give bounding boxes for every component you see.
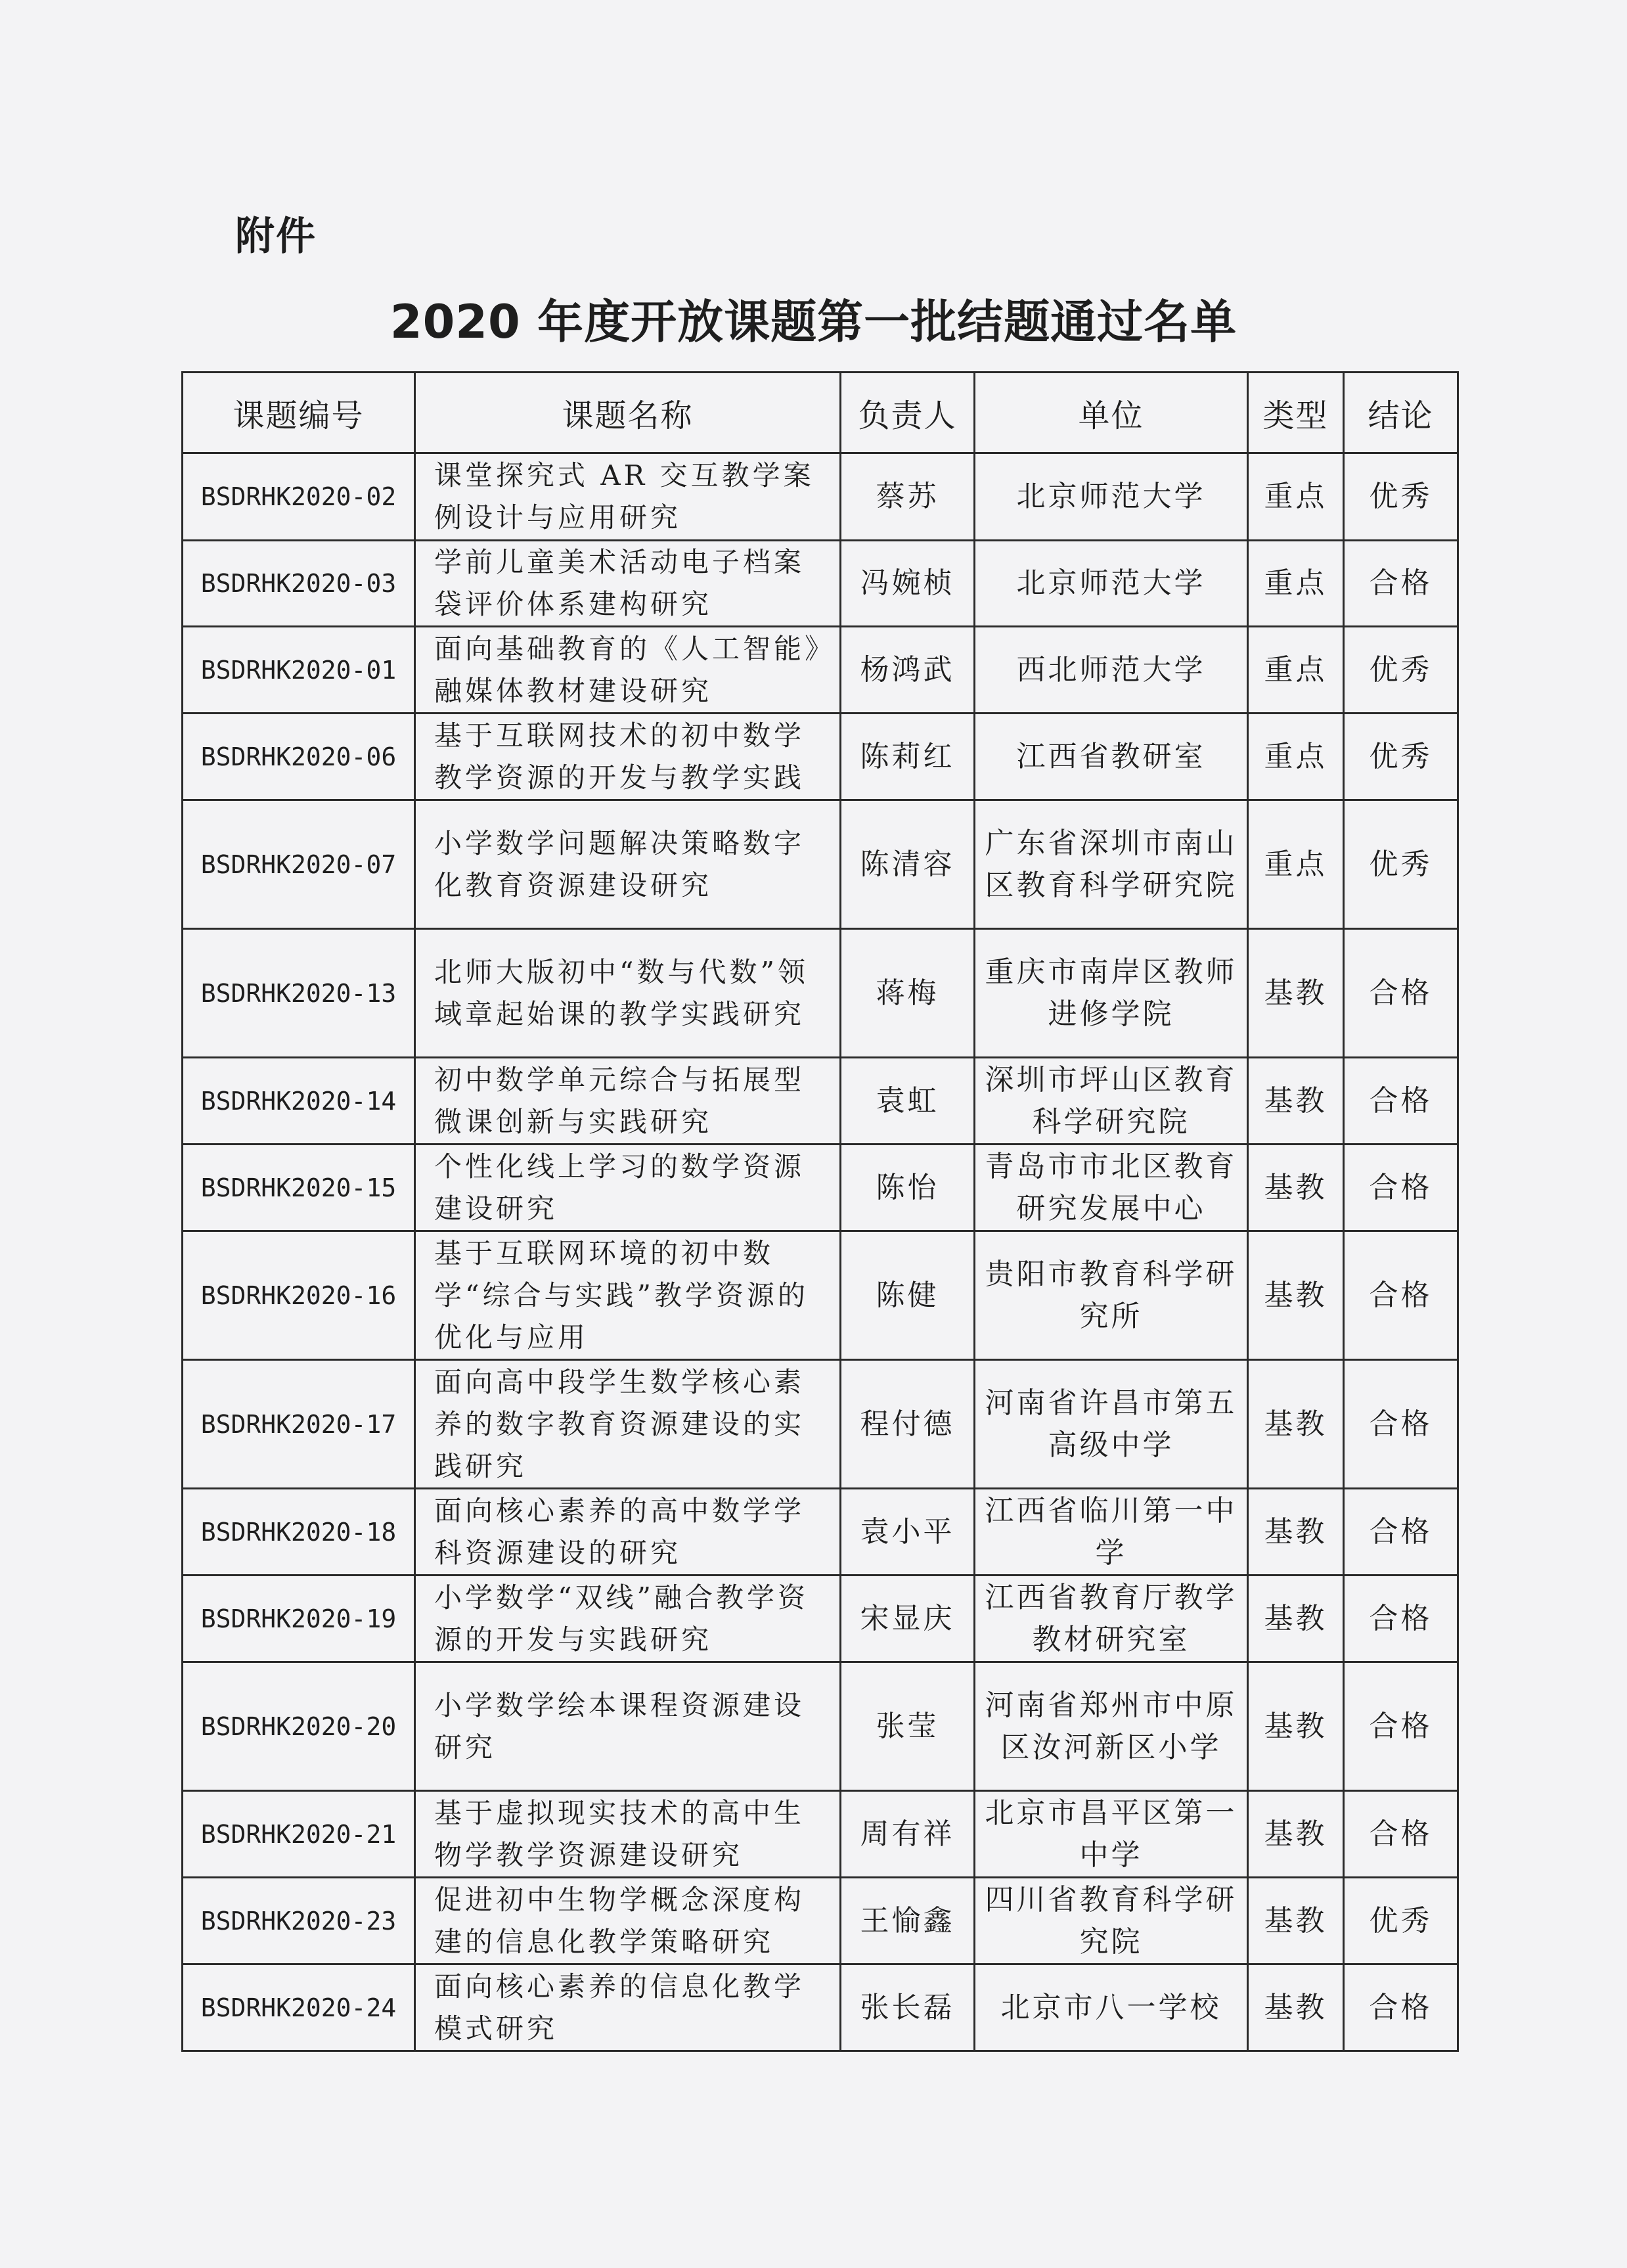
unit-cell: 重庆市南岸区教师进修学院 (975, 929, 1248, 1058)
type-cell: 基教 (1248, 1145, 1344, 1231)
project-id-cell: BSDRHK2020-18 (183, 1489, 415, 1576)
table-row (183, 1489, 1458, 1576)
header-unit: 单位 (975, 373, 1248, 453)
project-name-cell: 面向核心素养的信息化教学模式研究 (415, 1964, 841, 2051)
table-row (183, 1878, 1458, 1964)
table-header-row (183, 373, 1458, 453)
project-id-cell: BSDRHK2020-03 (183, 541, 415, 627)
unit-cell: 北京师范大学 (975, 541, 1248, 627)
lead-cell: 王愉鑫 (841, 1878, 975, 1964)
header-result: 结论 (1344, 373, 1458, 453)
type-cell: 重点 (1248, 541, 1344, 627)
project-name-cell: 小学数学绘本课程资源建设研究 (415, 1662, 841, 1791)
lead-cell: 陈怡 (841, 1145, 975, 1231)
unit-cell: 四川省教育科学研究院 (975, 1878, 1248, 1964)
project-id-cell: BSDRHK2020-06 (183, 714, 415, 800)
table-row (183, 929, 1458, 1058)
project-name-cell: 面向高中段学生数学核心素养的数字教育资源建设的实践研究 (415, 1360, 841, 1489)
unit-cell: 河南省许昌市第五高级中学 (975, 1360, 1248, 1489)
table-row (183, 541, 1458, 627)
project-id-cell: BSDRHK2020-16 (183, 1231, 415, 1360)
project-id-cell: BSDRHK2020-13 (183, 929, 415, 1058)
lead-cell: 周有祥 (841, 1791, 975, 1878)
header-project-name: 课题名称 (415, 373, 841, 453)
project-name-cell: 初中数学单元综合与拓展型微课创新与实践研究 (415, 1058, 841, 1145)
project-name-cell: 促进初中生物学概念深度构建的信息化教学策略研究 (415, 1878, 841, 1964)
table-row (183, 627, 1458, 714)
table-body (183, 453, 1458, 2051)
project-name-cell: 北师大版初中“数与代数”领域章起始课的教学实践研究 (415, 929, 841, 1058)
project-id-cell: BSDRHK2020-01 (183, 627, 415, 714)
result-cell: 合格 (1344, 929, 1458, 1058)
document-title: 2020 年度开放课题第一批结题通过名单 (390, 295, 1237, 349)
type-cell: 重点 (1248, 453, 1344, 541)
project-id-cell: BSDRHK2020-20 (183, 1662, 415, 1791)
type-cell: 基教 (1248, 1231, 1344, 1360)
unit-cell: 江西省教育厅教学教材研究室 (975, 1576, 1248, 1662)
result-cell: 优秀 (1344, 714, 1458, 800)
type-cell: 重点 (1248, 714, 1344, 800)
project-id-cell: BSDRHK2020-21 (183, 1791, 415, 1878)
unit-cell: 深圳市坪山区教育科学研究院 (975, 1058, 1248, 1145)
result-cell: 合格 (1344, 1145, 1458, 1231)
type-cell: 基教 (1248, 929, 1344, 1058)
results-table (181, 371, 1459, 2052)
unit-cell: 北京市昌平区第一中学 (975, 1791, 1248, 1878)
table-row (183, 1231, 1458, 1360)
project-id-cell: BSDRHK2020-15 (183, 1145, 415, 1231)
unit-cell: 江西省教研室 (975, 714, 1248, 800)
unit-cell: 西北师范大学 (975, 627, 1248, 714)
project-name-cell: 基于互联网技术的初中数学教学资源的开发与教学实践 (415, 714, 841, 800)
project-id-cell: BSDRHK2020-17 (183, 1360, 415, 1489)
lead-cell: 程付德 (841, 1360, 975, 1489)
type-cell: 基教 (1248, 1791, 1344, 1878)
lead-cell: 张长磊 (841, 1964, 975, 2051)
project-name-cell: 基于互联网环境的初中数学“综合与实践”教学资源的优化与应用 (415, 1231, 841, 1360)
unit-cell: 河南省郑州市中原区汝河新区小学 (975, 1662, 1248, 1791)
result-cell: 优秀 (1344, 453, 1458, 541)
header-type: 类型 (1248, 373, 1344, 453)
table-row (183, 1576, 1458, 1662)
table-row (183, 453, 1458, 541)
result-cell: 优秀 (1344, 1878, 1458, 1964)
table-row (183, 800, 1458, 929)
result-cell: 合格 (1344, 1231, 1458, 1360)
header-project-id: 课题编号 (183, 373, 415, 453)
unit-cell: 北京师范大学 (975, 453, 1248, 541)
project-id-cell: BSDRHK2020-23 (183, 1878, 415, 1964)
result-cell: 合格 (1344, 1489, 1458, 1576)
result-cell: 合格 (1344, 1964, 1458, 2051)
lead-cell: 陈清容 (841, 800, 975, 929)
result-cell: 合格 (1344, 1360, 1458, 1489)
type-cell: 基教 (1248, 1058, 1344, 1145)
project-name-cell: 面向基础教育的《人工智能》融媒体教材建设研究 (415, 627, 841, 714)
unit-cell: 北京市八一学校 (975, 1964, 1248, 2051)
lead-cell: 陈健 (841, 1231, 975, 1360)
result-cell: 优秀 (1344, 627, 1458, 714)
lead-cell: 袁小平 (841, 1489, 975, 1576)
table-row (183, 1058, 1458, 1145)
result-cell: 合格 (1344, 1576, 1458, 1662)
project-name-cell: 面向核心素养的高中数学学科资源建设的研究 (415, 1489, 841, 1576)
type-cell: 基教 (1248, 1878, 1344, 1964)
result-cell: 合格 (1344, 541, 1458, 627)
project-id-cell: BSDRHK2020-02 (183, 453, 415, 541)
project-id-cell: BSDRHK2020-14 (183, 1058, 415, 1145)
lead-cell: 蔡苏 (841, 453, 975, 541)
project-name-cell: 个性化线上学习的数学资源建设研究 (415, 1145, 841, 1231)
project-id-cell: BSDRHK2020-07 (183, 800, 415, 929)
unit-cell: 广东省深圳市南山区教育科学研究院 (975, 800, 1248, 929)
unit-cell: 贵阳市教育科学研究所 (975, 1231, 1248, 1360)
lead-cell: 冯婉桢 (841, 541, 975, 627)
type-cell: 基教 (1248, 1576, 1344, 1662)
type-cell: 重点 (1248, 800, 1344, 929)
lead-cell: 蒋梅 (841, 929, 975, 1058)
table-row (183, 1791, 1458, 1878)
project-name-cell: 小学数学问题解决策略数字化教育资源建设研究 (415, 800, 841, 929)
project-name-cell: 学前儿童美术活动电子档案袋评价体系建构研究 (415, 541, 841, 627)
lead-cell: 宋显庆 (841, 1576, 975, 1662)
table-row (183, 1360, 1458, 1489)
result-cell: 合格 (1344, 1058, 1458, 1145)
table-row (183, 1145, 1458, 1231)
lead-cell: 陈莉红 (841, 714, 975, 800)
table-row (183, 1964, 1458, 2051)
type-cell: 基教 (1248, 1489, 1344, 1576)
table-row (183, 714, 1458, 800)
result-cell: 合格 (1344, 1791, 1458, 1878)
result-cell: 合格 (1344, 1662, 1458, 1791)
header-lead: 负责人 (841, 373, 975, 453)
type-cell: 基教 (1248, 1360, 1344, 1489)
attachment-label: 附件 (235, 214, 317, 260)
lead-cell: 袁虹 (841, 1058, 975, 1145)
table-row (183, 1662, 1458, 1791)
type-cell: 基教 (1248, 1964, 1344, 2051)
project-id-cell: BSDRHK2020-24 (183, 1964, 415, 2051)
type-cell: 重点 (1248, 627, 1344, 714)
result-cell: 优秀 (1344, 800, 1458, 929)
project-name-cell: 基于虚拟现实技术的高中生物学教学资源建设研究 (415, 1791, 841, 1878)
unit-cell: 青岛市市北区教育研究发展中心 (975, 1145, 1248, 1231)
project-name-cell: 小学数学“双线”融合教学资源的开发与实践研究 (415, 1576, 841, 1662)
lead-cell: 张莹 (841, 1662, 975, 1791)
project-name-cell: 课堂探究式 AR 交互教学案例设计与应用研究 (415, 453, 841, 541)
unit-cell: 江西省临川第一中学 (975, 1489, 1248, 1576)
type-cell: 基教 (1248, 1662, 1344, 1791)
project-id-cell: BSDRHK2020-19 (183, 1576, 415, 1662)
lead-cell: 杨鸿武 (841, 627, 975, 714)
